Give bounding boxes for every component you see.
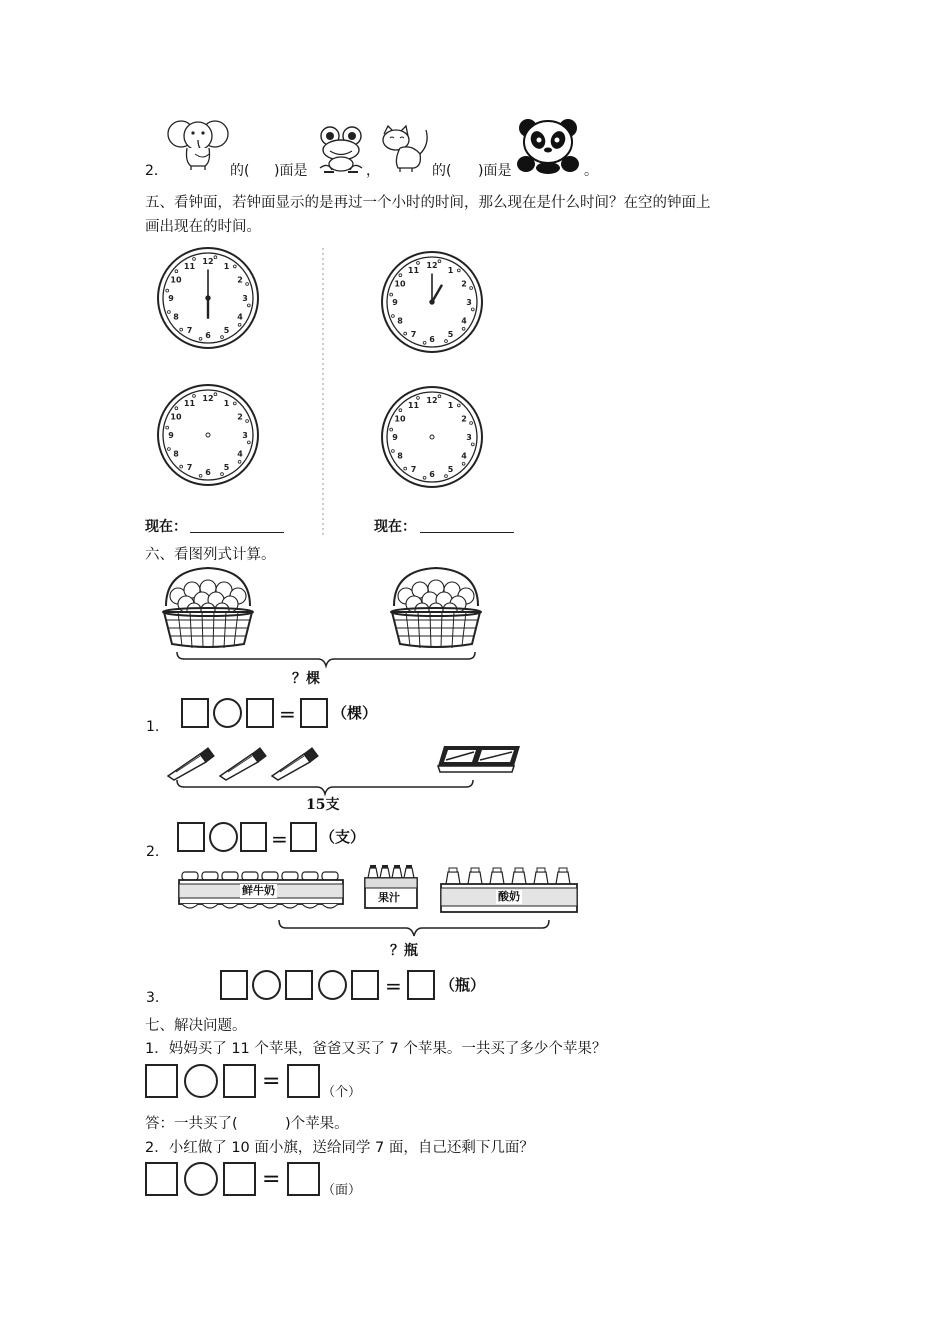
- clock-number: 7: [186, 326, 193, 335]
- clock-face: [156, 383, 260, 487]
- q2-problem-text: 2．小红做了 10 面小旗，送给同学 7 面，自己还剩下几面？: [145, 1140, 534, 1156]
- clock-number: 9: [392, 433, 398, 442]
- clock-face: [380, 385, 484, 489]
- clock-number: 10: [394, 414, 406, 424]
- clock-number: 10: [170, 275, 182, 285]
- answer-box[interactable]: [220, 970, 248, 1000]
- text-segment: )面是: [274, 163, 308, 179]
- elephant-icon: [165, 116, 231, 172]
- q3-total-label: ？瓶: [390, 943, 418, 959]
- clock-number: 1: [447, 266, 454, 275]
- clock-number: 2: [237, 412, 243, 422]
- equals-sign: =: [262, 1069, 281, 1094]
- operator-circle[interactable]: [184, 1162, 218, 1196]
- clock-number: 5: [223, 463, 230, 472]
- question-number: 1.: [146, 719, 160, 735]
- clock-number: 2: [461, 279, 467, 289]
- answer-box[interactable]: [351, 970, 379, 1000]
- clock-number: 5: [223, 326, 230, 335]
- now-answer-right[interactable]: [420, 532, 514, 533]
- equals-sign: =: [385, 974, 402, 998]
- operator-circle[interactable]: [213, 698, 242, 728]
- clock-number: 8: [397, 316, 403, 326]
- basket-icon: [160, 566, 256, 652]
- clock-number: 12: [202, 394, 214, 403]
- clock-number: 7: [186, 463, 193, 472]
- answer-box[interactable]: [285, 970, 313, 1000]
- answer-box[interactable]: [290, 822, 317, 852]
- answer-box[interactable]: [145, 1064, 178, 1098]
- text-segment: 。: [584, 163, 598, 179]
- milk-crate: [178, 870, 344, 912]
- question-number: 2．: [145, 163, 168, 179]
- q2-total-label: 15支: [306, 797, 340, 813]
- clock-number: 4: [237, 449, 243, 459]
- brace-total: [278, 920, 550, 938]
- clock-number: 12: [426, 396, 438, 405]
- clock-center: [430, 300, 434, 304]
- clock-face: [380, 250, 484, 354]
- clock-top-right: [380, 250, 484, 354]
- q1-problem-text: 1．妈妈买了 11 个苹果，爸爸又买了 7 个苹果。一共买了多少个苹果？: [145, 1041, 607, 1057]
- section-7-title: 七、解决问题。: [145, 1018, 247, 1034]
- equals-sign: =: [279, 702, 296, 726]
- answer-box[interactable]: [177, 822, 205, 852]
- clock-number: 11: [183, 399, 196, 408]
- cat-icon: [378, 124, 432, 174]
- answer-box[interactable]: [145, 1162, 178, 1196]
- unit-label: （棵）: [332, 704, 378, 722]
- clock-divider: [322, 248, 324, 538]
- answer-suffix: )个苹果。: [285, 1116, 349, 1132]
- clock-number: 2: [461, 414, 467, 424]
- clock-number: 7: [410, 465, 417, 474]
- equals-sign: =: [271, 827, 288, 851]
- clock-number: 12: [426, 261, 438, 270]
- answer-box[interactable]: [287, 1064, 320, 1098]
- unit-label: （面）: [322, 1183, 362, 1198]
- pen-icon: [218, 748, 266, 780]
- pen-box-icon: [436, 744, 522, 774]
- clock-number: 6: [205, 331, 211, 340]
- unit-label: （瓶）: [440, 976, 486, 994]
- clock-center: [206, 296, 210, 300]
- clock-number: 8: [173, 312, 179, 322]
- clock-center: [206, 433, 210, 437]
- clock-center: [430, 435, 434, 439]
- answer-box[interactable]: [240, 822, 267, 852]
- section-6-title: 六、看图列式计算。: [145, 547, 276, 563]
- now-label-right: 现在：: [374, 519, 416, 535]
- clock-number: 6: [429, 335, 435, 344]
- frog-icon: [316, 124, 366, 176]
- clock-number: 4: [461, 451, 467, 461]
- clock-number: 1: [447, 401, 454, 410]
- operator-circle[interactable]: [184, 1064, 218, 1098]
- yogurt-crate: [440, 866, 578, 914]
- clock-number: 11: [407, 266, 420, 275]
- clock-number: 7: [410, 330, 417, 339]
- juice-label: 果汁: [378, 891, 400, 904]
- clock-number: 6: [429, 470, 435, 479]
- clock-number: 1: [223, 262, 230, 271]
- clock-number: 11: [407, 401, 420, 410]
- clock-number: 9: [168, 294, 174, 303]
- panda-icon: [516, 116, 582, 176]
- unit-label: （个）: [322, 1085, 362, 1100]
- section-5-title-line2: 画出现在的时间。: [145, 219, 261, 235]
- basket-icon: [388, 566, 484, 652]
- operator-circle[interactable]: [252, 970, 281, 1000]
- clock-number: 3: [466, 433, 472, 442]
- clock-empty-right[interactable]: [380, 385, 484, 489]
- equals-sign: =: [262, 1167, 281, 1192]
- clock-number: 10: [394, 279, 406, 289]
- clock-top-left: [156, 246, 260, 350]
- unit-label: （支）: [320, 828, 366, 846]
- answer-box[interactable]: [407, 970, 435, 1000]
- clock-number: 4: [461, 316, 467, 326]
- text-segment: 的(: [230, 163, 250, 179]
- clock-number: 9: [392, 298, 398, 307]
- clock-number: 5: [447, 465, 454, 474]
- answer-box[interactable]: [223, 1064, 256, 1098]
- pen-icon: [166, 748, 214, 780]
- clock-number: 3: [242, 294, 248, 303]
- clock-number: 6: [205, 468, 211, 477]
- now-label-left: 现在：: [145, 519, 187, 535]
- answer-box[interactable]: [181, 698, 209, 728]
- clock-number: 2: [237, 275, 243, 285]
- answer-box[interactable]: [246, 698, 274, 728]
- answer-prefix: 答：一共买了(: [145, 1116, 238, 1132]
- answer-box[interactable]: [223, 1162, 256, 1196]
- operator-circle[interactable]: [318, 970, 347, 1000]
- text-segment: 的(: [432, 163, 452, 179]
- clock-empty-left[interactable]: [156, 383, 260, 487]
- clock-number: 9: [168, 431, 174, 440]
- clock-number: 3: [466, 298, 472, 307]
- question-number: 2.: [146, 844, 160, 860]
- brace-total: [176, 652, 476, 668]
- yogurt-label: 酸奶: [498, 890, 520, 903]
- section-5-title-line1: 五、看钟面，若钟面显示的是再过一个小时的时间，那么现在是什么时间？在空的钟面上: [145, 195, 711, 211]
- clock-number: 5: [447, 330, 454, 339]
- question-number: 3.: [146, 990, 160, 1006]
- clock-number: 10: [170, 412, 182, 422]
- pen-icon: [270, 748, 318, 780]
- answer-box[interactable]: [300, 698, 328, 728]
- q1-total-label: ？棵: [292, 671, 320, 687]
- milk-label: 鲜牛奶: [242, 884, 275, 897]
- clock-number: 1: [223, 399, 230, 408]
- brace-total: [176, 780, 474, 796]
- clock-number: 11: [183, 262, 196, 271]
- answer-blank[interactable]: [248, 1114, 284, 1134]
- juice-crate: [364, 864, 418, 910]
- now-answer-left[interactable]: [190, 532, 284, 533]
- clock-number: 12: [202, 257, 214, 266]
- text-segment: ，: [366, 163, 380, 179]
- text-segment: )面是: [478, 163, 512, 179]
- answer-box[interactable]: [287, 1162, 320, 1196]
- clock-face: [156, 246, 260, 350]
- clock-number: 4: [237, 312, 243, 322]
- clock-number: 3: [242, 431, 248, 440]
- clock-number: 8: [397, 451, 403, 461]
- operator-circle[interactable]: [209, 822, 238, 852]
- clock-number: 8: [173, 449, 179, 459]
